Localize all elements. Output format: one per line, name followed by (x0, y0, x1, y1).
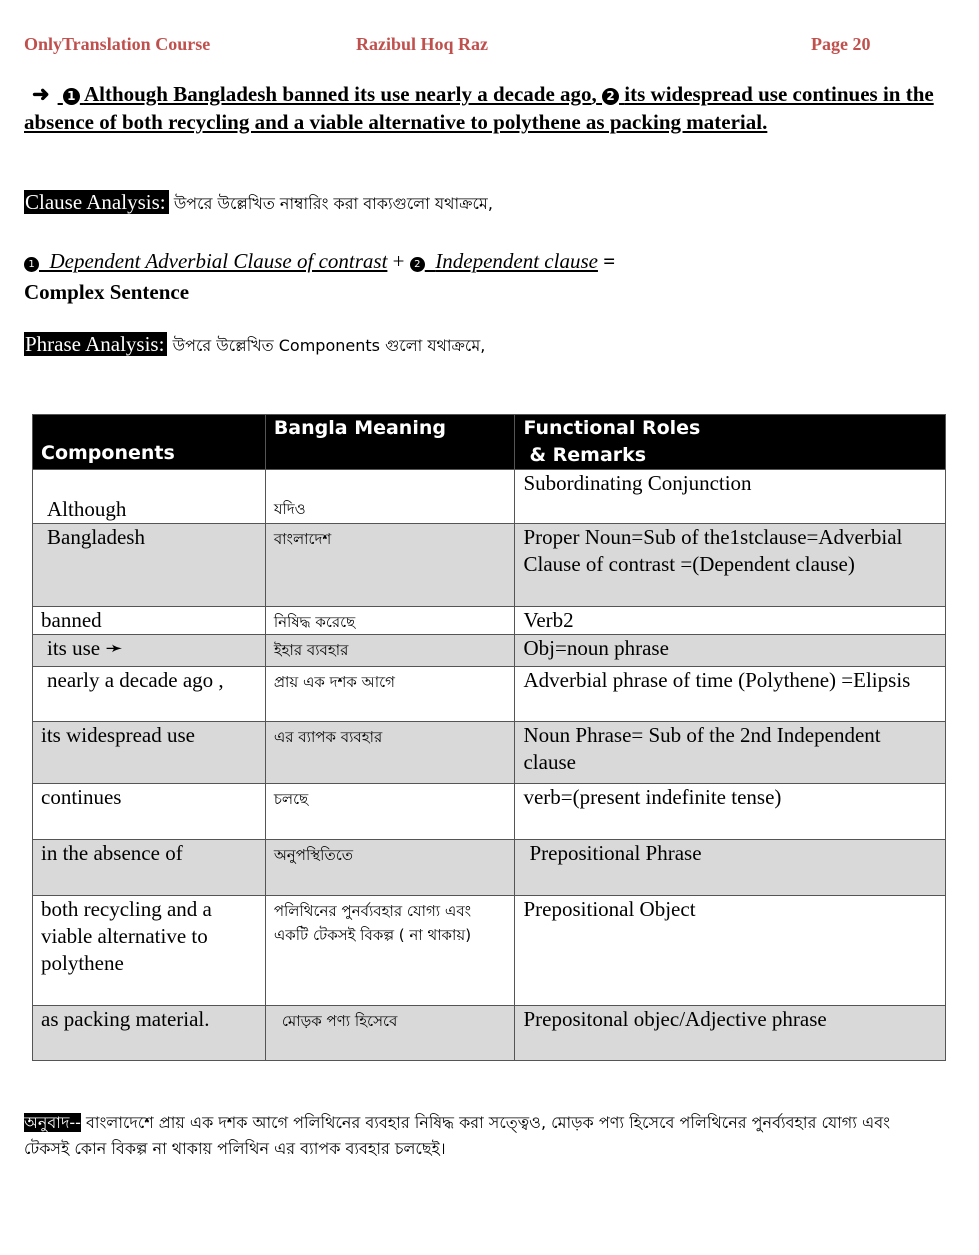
clause-analysis-row (24, 190, 493, 218)
table-row (33, 667, 946, 722)
table-row (33, 635, 946, 667)
course-title: OnlyTranslation Course (24, 34, 211, 54)
meaning-cell: নিষিদ্ধ করেছে (265, 607, 515, 635)
component-cell: Bangladesh (33, 524, 266, 607)
role-cell: Verb2 (515, 607, 946, 635)
role-cell: Prepositonal objec/Adjective phrase (515, 1006, 946, 1061)
component-cell: banned (33, 607, 266, 635)
table-row (33, 840, 946, 896)
role-cell: Prepositional Phrase (515, 840, 946, 896)
phrase-analysis-row (24, 332, 485, 360)
role-cell: Noun Phrase= Sub of the 2nd Independent clause (515, 722, 946, 784)
component-cell: continues (33, 784, 266, 840)
clause-analysis-label: Clause Analysis: (24, 190, 169, 214)
table-row (33, 722, 946, 784)
meaning-cell: প্রায় এক দশক আগে (265, 667, 515, 722)
meaning-cell: অনুপস্থিতিতে (265, 840, 515, 896)
component-cell: Although (33, 470, 266, 524)
sentence-part-one: Although Bangladesh banned its use nearly a decade ago (83, 82, 592, 106)
header-functional-roles: Functional Roles & Remarks (515, 415, 946, 470)
meaning-cell: যদিও (265, 470, 515, 524)
table-row (33, 470, 946, 524)
phrase-analysis-table (32, 414, 946, 1061)
independent-clause-text: Independent clause (435, 249, 598, 273)
component-cell: as packing material. (33, 1006, 266, 1061)
complex-sentence-result: = Complex Sentence (24, 249, 616, 304)
table-row (33, 524, 946, 607)
meaning-cell: ইহার ব্যবহার (265, 635, 515, 667)
translation-block (24, 1110, 924, 1162)
component-cell: nearly a decade ago , (33, 667, 266, 722)
translation-text: বাংলাদেশে প্রায় এক দশক আগে পলিথিনের ব্যবহার নিষিদ্ধ করা সত্ত্বেও, মোড়ক পণ্য হিসেবে পলিথিনের পুনর্ব্যবহার যোগ্য এবং টেকসই কোন বিকল্প না থাকায় পলিথিন এর ব্যাপক ব্যবহার চলছেই। (24, 1113, 890, 1158)
number-one-marker-small: 1 (24, 257, 39, 272)
plus-sign: + (392, 249, 405, 273)
number-two-marker-small: 2 (410, 257, 425, 272)
role-cell: verb=(present indefinite tense) (515, 784, 946, 840)
translation-label: অনুবাদ-- (24, 1113, 81, 1132)
table-row (33, 607, 946, 635)
component-text: its use (47, 636, 101, 660)
number-two-marker: 2 (602, 88, 619, 105)
meaning-cell: পলিথিনের পুনর্ব্যবহার যোগ্য এবং একটি টেকসই বিকল্প ( না থাকায়) (265, 896, 515, 1006)
author-name: Razibul Hoq Raz (356, 34, 489, 54)
sentence-part-two: its widespread use continues in the absence of both recycling and a viable alternative to polythene as packing material. (24, 82, 934, 134)
sentence-comma: , (591, 82, 597, 106)
number-one-marker: 1 (63, 88, 80, 105)
header-bangla-meaning: Bangla Meaning (265, 415, 515, 470)
role-cell: Adverbial phrase of time (Polythene) =Elipsis (515, 667, 946, 722)
table-row (33, 1006, 946, 1061)
header-components: Components (33, 415, 266, 470)
phrase-analysis-desc: উপরে উল্লেখিত Components গুলো যথাক্রমে, (172, 336, 486, 355)
component-cell: in the absence of (33, 840, 266, 896)
dependent-clause-text: Dependent Adverbial Clause of contrast (49, 249, 388, 273)
arrow-right-icon: ➛ (105, 636, 123, 660)
table-row (33, 784, 946, 840)
table-header-row (33, 415, 946, 470)
role-cell: Subordinating Conjunction (515, 470, 946, 524)
clause-analysis-desc: উপরে উল্লেখিত নাম্বারিং করা বাক্যগুলো যথাক্রমে, (173, 194, 493, 213)
component-cell (33, 635, 266, 667)
component-cell: both recycling and a viable alternative to polythene (33, 896, 266, 1006)
role-cell: Prepositional Object (515, 896, 946, 1006)
role-cell: Proper Noun=Sub of the1stclause=Adverbial Clause of contrast =(Dependent clause) (515, 524, 946, 607)
table-row (33, 896, 946, 1006)
component-cell: its widespread use (33, 722, 266, 784)
role-cell: Obj=noun phrase (515, 635, 946, 667)
meaning-cell: মোড়ক পণ্য হিসেবে (265, 1006, 515, 1061)
meaning-cell: বাংলাদেশ (265, 524, 515, 607)
phrase-analysis-label: Phrase Analysis: (24, 332, 167, 356)
page-number: Page 20 (811, 34, 871, 54)
source-sentence (24, 80, 944, 136)
page-header (24, 34, 924, 58)
meaning-cell: চলছে (265, 784, 515, 840)
clause-structure (24, 246, 624, 308)
arrow-right-icon: ➜ (32, 82, 50, 106)
meaning-cell: এর ব্যাপক ব্যবহার (265, 722, 515, 784)
